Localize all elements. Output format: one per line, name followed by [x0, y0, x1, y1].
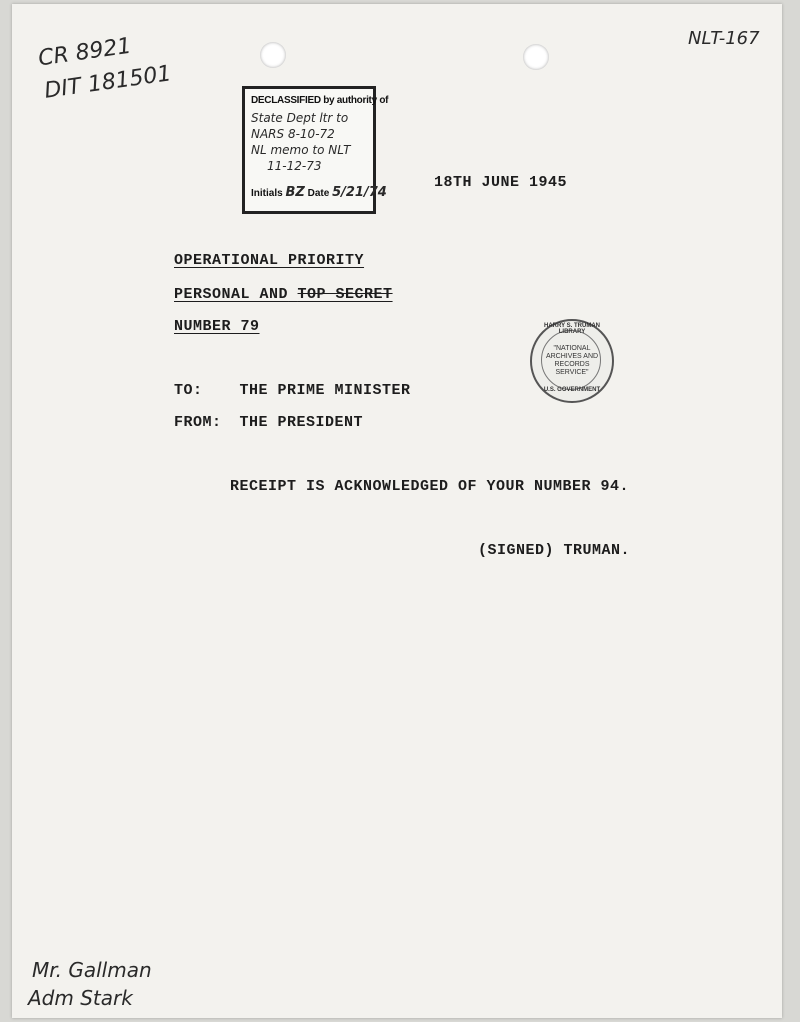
memo-to-label: TO: [174, 382, 203, 399]
handwritten-ref-top-left-2: DIT 181501 [42, 61, 173, 104]
handwritten-ref-top-right: NLT-167 [688, 28, 760, 49]
seal-outer-text: HARRY S. TRUMAN LIBRARY [543, 323, 600, 335]
stamp-initials-value: BZ [285, 185, 305, 200]
stamp-initials-label: Initials [251, 188, 283, 199]
memo-signature: (SIGNED) TRUMAN. [478, 542, 631, 559]
stamp-date-label: Date [307, 188, 330, 199]
stamp-authority-line-4: 11-12-73 [267, 159, 322, 173]
classification-struck: TOP SECRET [297, 286, 393, 303]
truman-library-seal [530, 319, 614, 403]
handwritten-note-bottom-1: Mr. Gallman [32, 958, 152, 982]
handwritten-ref-top-left: CR 8921 [36, 33, 133, 72]
stamp-initials-row [251, 185, 387, 200]
seal-line-1: "NATIONAL [553, 345, 591, 352]
memo-classification [174, 286, 393, 303]
stamp-date-value: 5/21/74 [332, 185, 387, 200]
seal-line-3: RECORDS [554, 361, 590, 368]
memo-priority: OPERATIONAL PRIORITY [174, 252, 365, 269]
memo-from-row [174, 414, 363, 431]
memo-to-row [174, 382, 411, 399]
memo-number: NUMBER 79 [174, 318, 260, 335]
memo-from-label: FROM: [174, 414, 222, 431]
memo-date: 18TH JUNE 1945 [434, 174, 568, 191]
punch-hole-right [523, 44, 549, 70]
memo-to-value: THE PRIME MINISTER [239, 382, 411, 399]
stamp-authority-line-1: State Dept ltr to [251, 111, 349, 125]
seal-center-text [532, 345, 612, 377]
handwritten-note-bottom-2: Adm Stark [28, 986, 133, 1010]
seal-line-4: SERVICE" [555, 369, 589, 376]
memo-body: RECEIPT IS ACKNOWLEDGED OF YOUR NUMBER 94. [230, 478, 630, 495]
stamp-heading: DECLASSIFIED by authority of [251, 95, 389, 106]
seal-bottom-text: U.S. GOVERNMENT [543, 387, 601, 393]
stamp-authority-line-2: NARS 8-10-72 [251, 127, 335, 141]
declassification-stamp [242, 86, 389, 214]
punch-hole-left [260, 42, 286, 68]
document-page [12, 4, 782, 1018]
memo-from-value: THE PRESIDENT [239, 414, 364, 431]
classification-prefix: PERSONAL AND [174, 286, 289, 303]
stamp-authority-line-3: NL memo to NLT [251, 143, 351, 157]
seal-line-2: ARCHIVES AND [545, 353, 599, 360]
